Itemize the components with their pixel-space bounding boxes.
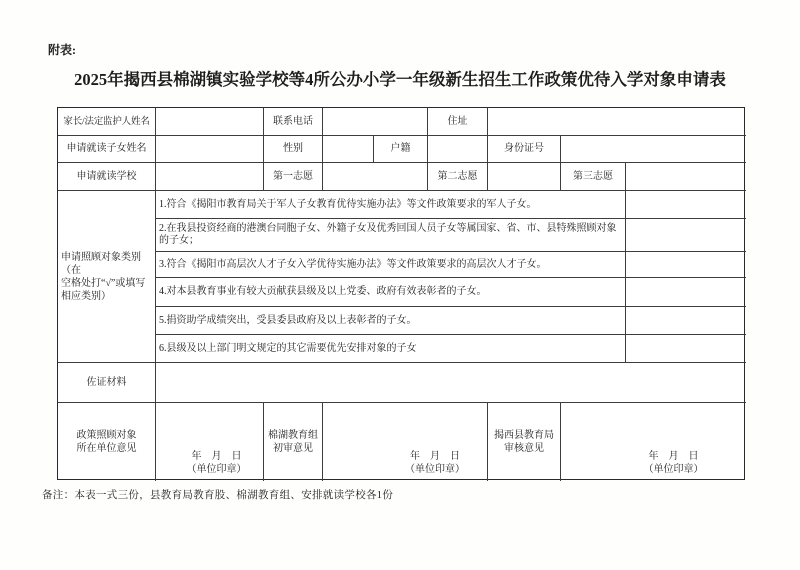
evidence-label: 佐证材料 xyxy=(58,363,156,403)
choice3-input-cell[interactable] xyxy=(626,163,746,191)
category-checkbox-cell-6[interactable] xyxy=(626,335,746,363)
application-form-table xyxy=(57,107,745,480)
mianhu-review-label-line1: 棉湖教育组 xyxy=(268,430,318,441)
category-section-label xyxy=(58,191,156,363)
category-item-5: 5.捐资助学成绩突出，受县委县政府及以上表彰者的子女。 xyxy=(156,307,626,335)
date-line: 年 月 日 xyxy=(410,451,460,462)
seal-line: （单位印章） xyxy=(186,464,247,475)
household-label: 户籍 xyxy=(374,136,428,163)
unit-opinion-label-line2: 所在单位意见 xyxy=(76,443,137,454)
phone-label: 联系电话 xyxy=(264,108,323,136)
category-label-line2: 空格处打“√”或填写 xyxy=(61,277,146,289)
unit-opinion-label xyxy=(58,403,156,481)
category-item-3: 3.符合《揭阳市高层次人才子女入学优待实施办法》等文件政策要求的高层次人才子女。 xyxy=(156,252,626,278)
annex-label: 附表: xyxy=(48,43,76,57)
unit-date-seal xyxy=(187,450,247,476)
form-title: 2025年揭西县棉湖镇实验学校等4所公办小学一年级新生招生工作政策优待入学对象申请表 xyxy=(74,70,726,89)
choice3-label: 第三志愿 xyxy=(561,163,626,191)
seal-line: （单位印章） xyxy=(405,464,465,475)
guardian-name-label: 家长/法定监护人姓名 xyxy=(58,108,156,136)
mianhu-date-seal xyxy=(405,450,465,476)
child-name-input-cell[interactable] xyxy=(156,136,264,163)
unit-opinion-label-line1: 政策照顾对象 xyxy=(76,430,137,441)
date-line: 年 月 日 xyxy=(191,451,242,462)
gender-input-cell[interactable] xyxy=(323,136,374,163)
mianhu-review-label xyxy=(264,403,323,481)
choice1-input-cell[interactable] xyxy=(323,163,428,191)
mianhu-review-label-line2: 初审意见 xyxy=(273,443,313,454)
category-item-6: 6.县级及以上部门明文规定的其它需要优先安排对象的子女 xyxy=(156,335,626,363)
id-number-input-cell[interactable] xyxy=(561,136,746,163)
child-name-label: 申请就读子女姓名 xyxy=(58,136,156,163)
household-input-cell[interactable] xyxy=(428,136,488,163)
footer-note: 备注：本表一式三份，县教育局教育股、棉湖教育组、安排就读学校各1份 xyxy=(42,490,394,501)
school-label: 申请就读学校 xyxy=(58,163,156,191)
category-checkbox-cell-4[interactable] xyxy=(626,278,746,307)
category-item-1: 1.符合《揭阳市教育局关于军人子女教育优待实施办法》等文件政策要求的军人子女。 xyxy=(156,191,626,219)
guardian-name-input-cell[interactable] xyxy=(156,108,264,136)
gender-label: 性别 xyxy=(264,136,323,163)
mianhu-opinion-area[interactable] xyxy=(323,403,488,481)
jiexi-date-seal xyxy=(644,450,704,476)
school-blank-cell[interactable] xyxy=(156,163,264,191)
choice2-input-cell[interactable] xyxy=(488,163,561,191)
jiexi-review-label-line2: 审核意见 xyxy=(504,443,544,454)
evidence-input-cell[interactable] xyxy=(156,363,746,403)
id-number-label: 身份证号 xyxy=(488,136,561,163)
category-checkbox-cell-1[interactable] xyxy=(626,191,746,219)
date-line: 年 月 日 xyxy=(648,451,699,462)
category-label-line3: 相应类别） xyxy=(61,290,111,302)
unit-opinion-area[interactable] xyxy=(156,403,264,481)
jiexi-review-label-line1: 揭西县教育局 xyxy=(494,430,554,441)
choice2-label: 第二志愿 xyxy=(428,163,488,191)
phone-input-cell[interactable] xyxy=(323,108,428,136)
address-input-cell[interactable] xyxy=(488,108,746,136)
category-checkbox-cell-2[interactable] xyxy=(626,219,746,252)
address-label: 住址 xyxy=(428,108,488,136)
seal-line: （单位印章） xyxy=(643,464,704,475)
category-label-line1: 申请照顾对象类别（在 xyxy=(61,251,141,276)
category-checkbox-cell-5[interactable] xyxy=(626,307,746,335)
category-item-4: 4.对本县教育事业有较大贡献获县级及以上党委、政府有效表彰者的子女。 xyxy=(156,278,626,307)
category-item-2: 2.在我县投资经商的港澳台同胞子女、外籍子女及优秀回国人员子女等属国家、省、市、县特殊照顾对象的子女； xyxy=(156,219,626,252)
jiexi-opinion-area[interactable] xyxy=(561,403,746,481)
category-checkbox-cell-3[interactable] xyxy=(626,252,746,278)
choice1-label: 第一志愿 xyxy=(264,163,323,191)
jiexi-review-label xyxy=(488,403,561,481)
